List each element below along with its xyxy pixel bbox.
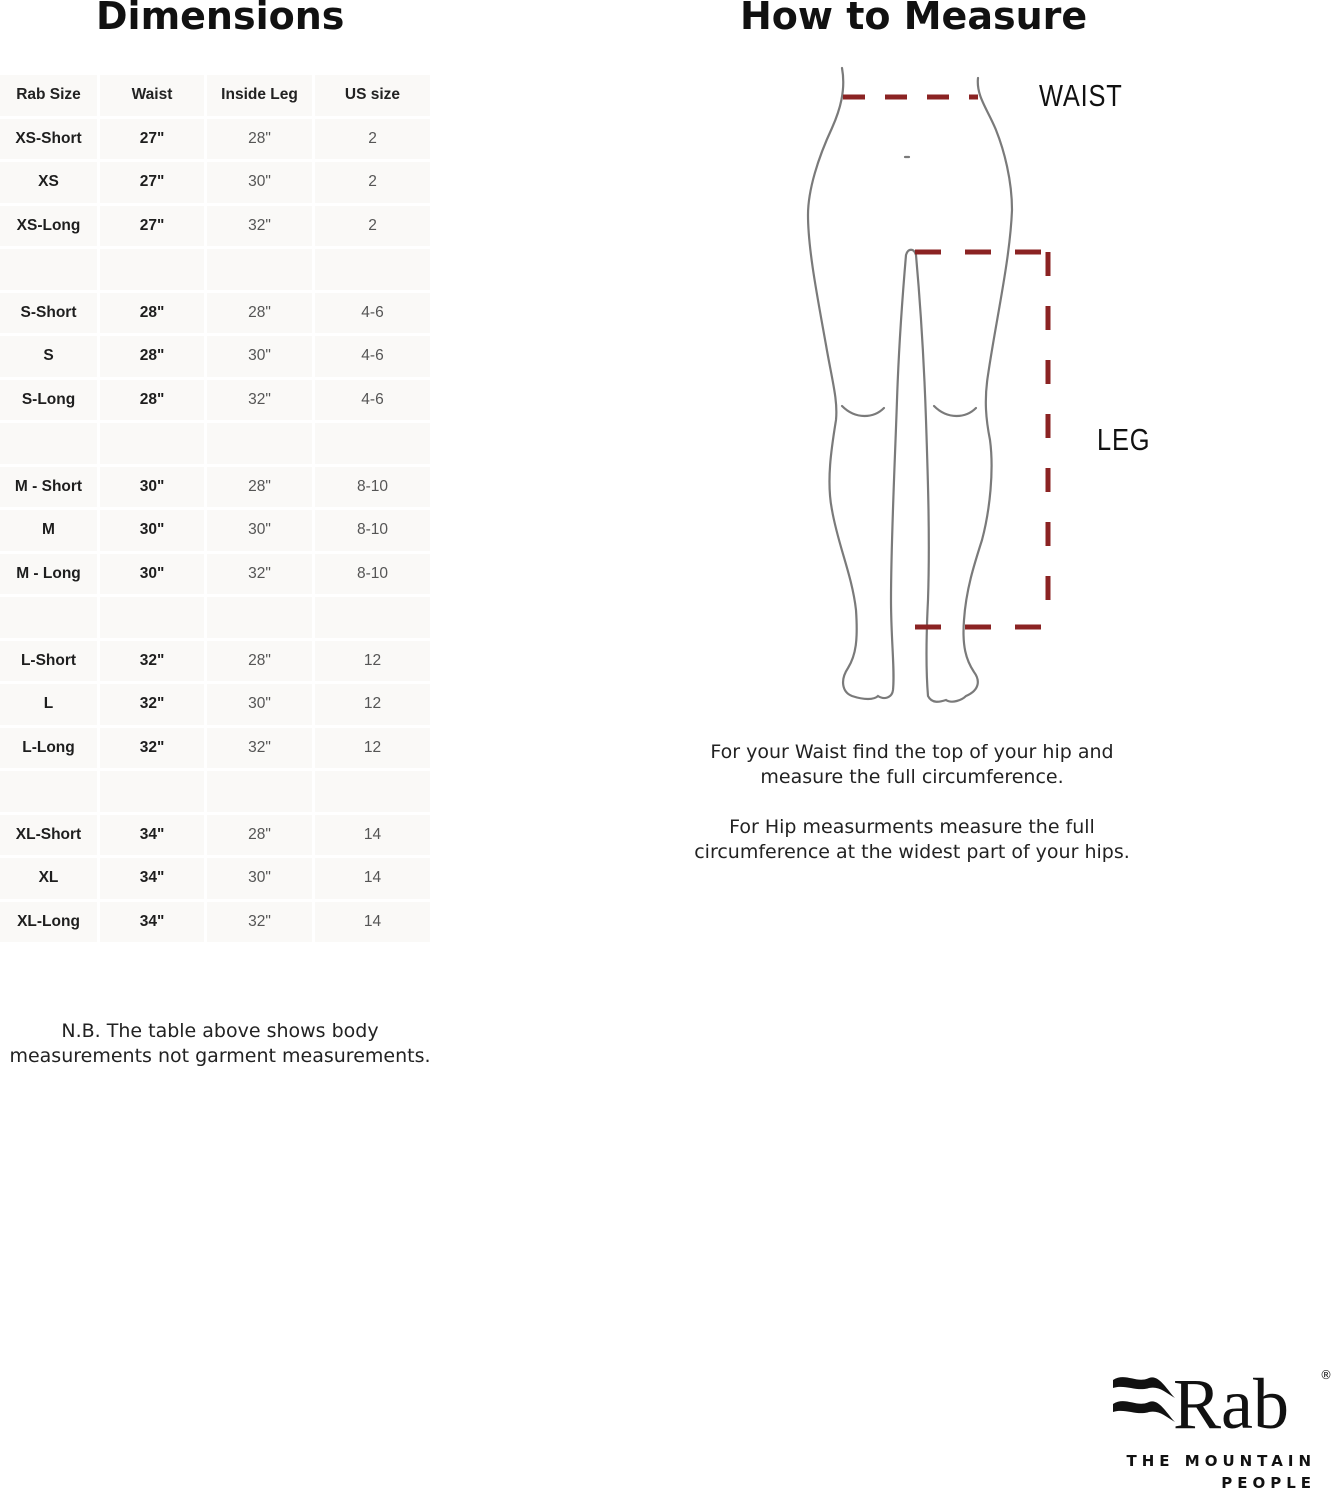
cell-us-size: 8-10: [315, 510, 430, 551]
rab-wave-icon: [1109, 1370, 1179, 1440]
table-spacer-row: [0, 597, 430, 638]
cell-waist: 27": [100, 206, 204, 247]
size-table: [0, 72, 433, 945]
cell-waist: 34": [100, 858, 204, 899]
how-to-measure-title: How to Measure: [740, 0, 1088, 38]
table-row: [0, 554, 430, 595]
cell-waist: 28": [100, 293, 204, 334]
cell-us-size: 12: [315, 684, 430, 725]
cell-rab-size: L: [0, 684, 97, 725]
cell-rab-size: M - Short: [0, 467, 97, 508]
cell-waist: 30": [100, 510, 204, 551]
cell-inside-leg: 30": [207, 858, 312, 899]
table-row: [0, 815, 430, 856]
cell-us-size: 2: [315, 206, 430, 247]
cell-inside-leg: 32": [207, 380, 312, 421]
body-outline-left: [808, 68, 1012, 702]
cell-waist: 27": [100, 119, 204, 160]
cell-us-size: [315, 423, 430, 464]
table-row: [0, 119, 430, 160]
cell-us-size: 2: [315, 162, 430, 203]
cell-inside-leg: 32": [207, 728, 312, 769]
dimensions-title: Dimensions: [96, 0, 345, 38]
cell-rab-size: [0, 423, 97, 464]
measurement-diagram: [790, 60, 1070, 720]
table-row: [0, 510, 430, 551]
cell-us-size: 4-6: [315, 380, 430, 421]
rab-logo: [1105, 1366, 1330, 1500]
cell-inside-leg: [207, 771, 312, 812]
cell-us-size: 2: [315, 119, 430, 160]
cell-us-size: 14: [315, 902, 430, 943]
table-row: [0, 206, 430, 247]
cell-inside-leg: 30": [207, 510, 312, 551]
hip-instruction: For Hip measurments measure the full circumference at the widest part of your hips.: [694, 816, 1130, 863]
cell-inside-leg: 30": [207, 336, 312, 377]
cell-rab-size: XS-Long: [0, 206, 97, 247]
header-us-size: US size: [315, 75, 430, 116]
cell-inside-leg: 32": [207, 206, 312, 247]
cell-rab-size: S-Short: [0, 293, 97, 334]
cell-inside-leg: [207, 597, 312, 638]
table-spacer-row: [0, 771, 430, 812]
header-waist: Waist: [100, 75, 204, 116]
cell-rab-size: XL-Long: [0, 902, 97, 943]
registered-mark: ®: [1320, 1368, 1332, 1382]
header-inside-leg: Inside Leg: [207, 75, 312, 116]
cell-us-size: 12: [315, 728, 430, 769]
cell-inside-leg: 28": [207, 815, 312, 856]
table-row: [0, 684, 430, 725]
cell-waist: [100, 771, 204, 812]
cell-inside-leg: 30": [207, 684, 312, 725]
cell-waist: 32": [100, 728, 204, 769]
cell-inside-leg: 32": [207, 554, 312, 595]
table-row: [0, 641, 430, 682]
knee-left: [842, 406, 884, 416]
cell-waist: [100, 423, 204, 464]
cell-rab-size: M - Long: [0, 554, 97, 595]
table-row: [0, 293, 430, 334]
knee-right: [934, 406, 976, 416]
cell-waist: 28": [100, 380, 204, 421]
cell-rab-size: L-Short: [0, 641, 97, 682]
cell-waist: [100, 249, 204, 290]
table-row: [0, 162, 430, 203]
table-row: [0, 902, 430, 943]
measure-instructions: [680, 740, 1144, 890]
table-row: [0, 336, 430, 377]
cell-rab-size: XL: [0, 858, 97, 899]
cell-us-size: [315, 597, 430, 638]
cell-us-size: 8-10: [315, 554, 430, 595]
cell-inside-leg: [207, 423, 312, 464]
cell-us-size: 4-6: [315, 336, 430, 377]
cell-rab-size: XS: [0, 162, 97, 203]
cell-waist: 30": [100, 554, 204, 595]
cell-rab-size: S-Long: [0, 380, 97, 421]
cell-waist: 32": [100, 641, 204, 682]
leg-label: LEG: [1097, 422, 1151, 457]
table-spacer-row: [0, 249, 430, 290]
cell-inside-leg: 28": [207, 467, 312, 508]
cell-us-size: [315, 249, 430, 290]
cell-waist: 30": [100, 467, 204, 508]
waist-label: WAIST: [1039, 78, 1123, 113]
cell-rab-size: XL-Short: [0, 815, 97, 856]
table-row: [0, 858, 430, 899]
table-body: [0, 119, 430, 943]
cell-rab-size: L-Long: [0, 728, 97, 769]
table-spacer-row: [0, 423, 430, 464]
cell-us-size: 4-6: [315, 293, 430, 334]
cell-inside-leg: 30": [207, 162, 312, 203]
cell-inside-leg: 28": [207, 641, 312, 682]
logo-wordmark: Rab: [1173, 1364, 1289, 1444]
cell-inside-leg: 32": [207, 902, 312, 943]
cell-waist: [100, 597, 204, 638]
waist-instruction: For your Waist find the top of your hip and measure the full circumference.: [710, 741, 1114, 788]
cell-rab-size: XS-Short: [0, 119, 97, 160]
cell-us-size: 14: [315, 858, 430, 899]
cell-us-size: [315, 771, 430, 812]
cell-waist: 28": [100, 336, 204, 377]
cell-rab-size: [0, 249, 97, 290]
cell-rab-size: [0, 597, 97, 638]
header-rab-size: Rab Size: [0, 75, 97, 116]
table-row: [0, 728, 430, 769]
cell-inside-leg: [207, 249, 312, 290]
table-note: N.B. The table above shows body measurements not garment measurements.: [9, 1020, 431, 1067]
cell-waist: 34": [100, 815, 204, 856]
cell-us-size: 14: [315, 815, 430, 856]
table-row: [0, 380, 430, 421]
logo-tagline-line1: THE MOUNTAIN: [1126, 1452, 1316, 1470]
cell-waist: 34": [100, 902, 204, 943]
cell-inside-leg: 28": [207, 293, 312, 334]
cell-us-size: 12: [315, 641, 430, 682]
cell-rab-size: M: [0, 510, 97, 551]
table-header-row: [0, 75, 430, 116]
cell-rab-size: S: [0, 336, 97, 377]
cell-us-size: 8-10: [315, 467, 430, 508]
cell-inside-leg: 28": [207, 119, 312, 160]
cell-waist: 27": [100, 162, 204, 203]
cell-rab-size: [0, 771, 97, 812]
table-row: [0, 467, 430, 508]
logo-tagline-line2: PEOPLE: [1221, 1474, 1316, 1492]
cell-waist: 32": [100, 684, 204, 725]
